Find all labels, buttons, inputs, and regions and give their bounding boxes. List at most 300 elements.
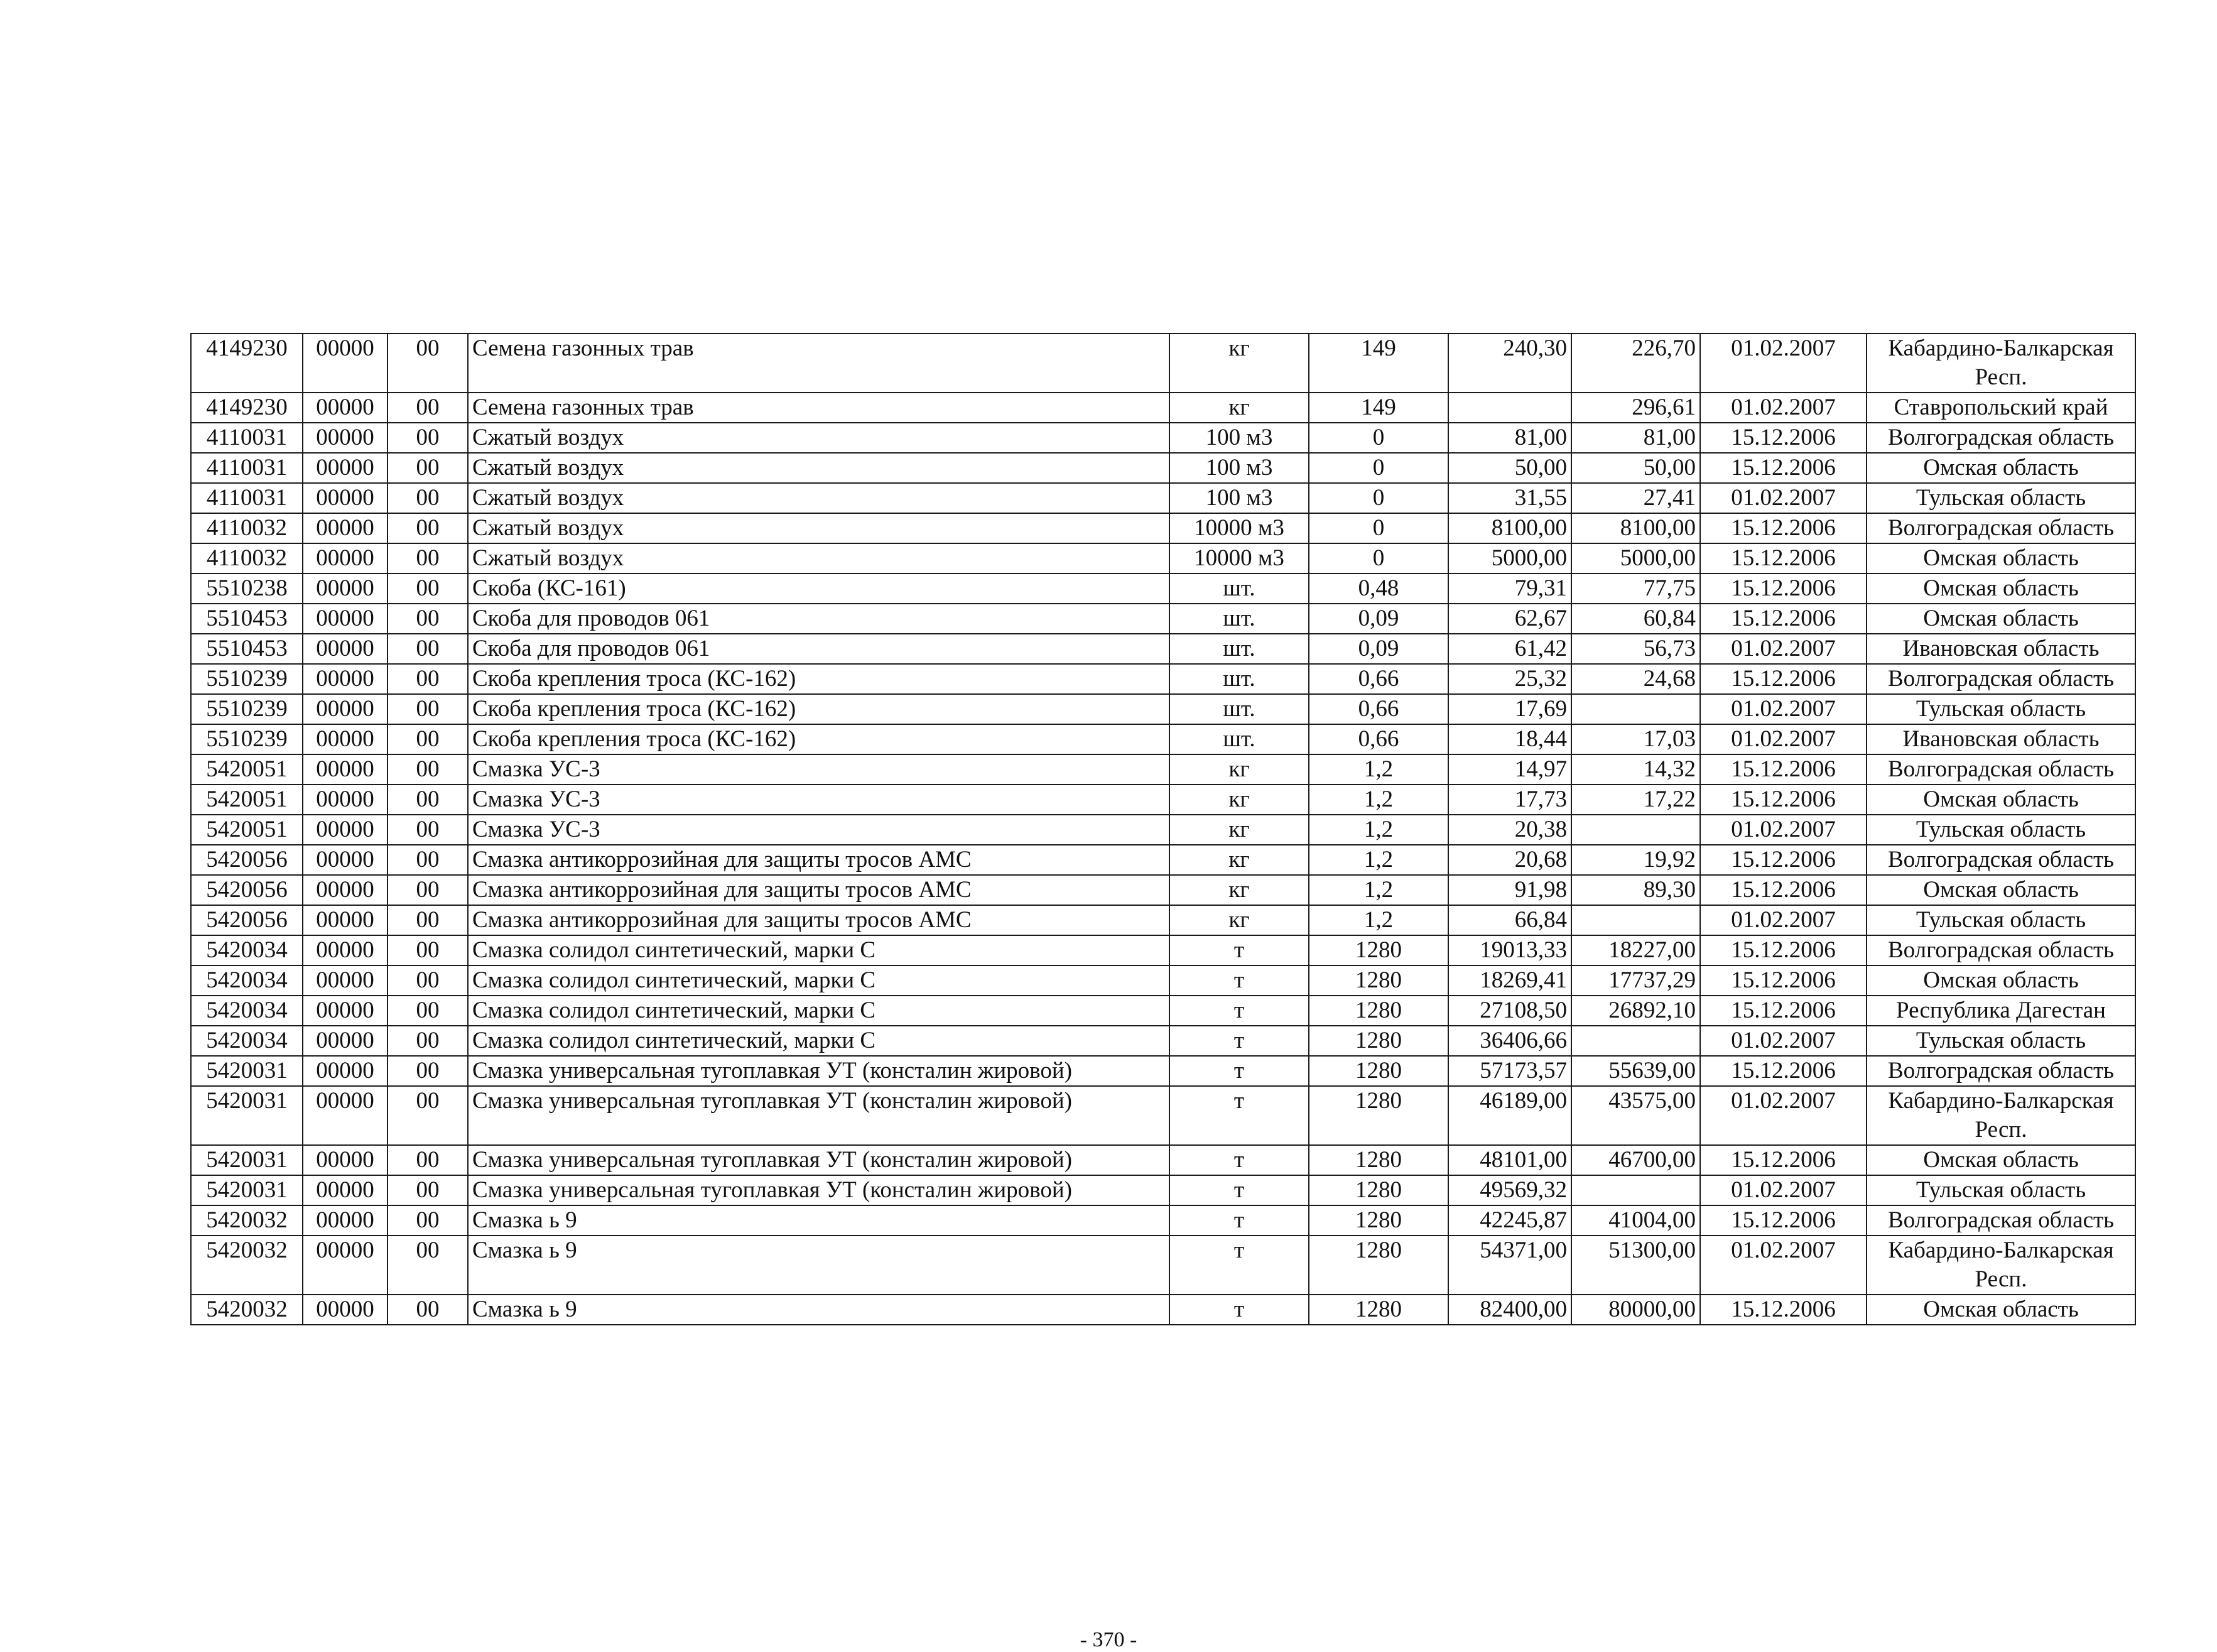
item-name-cell: Смазка солидол синтетический, марки С xyxy=(468,1026,1169,1056)
price-date-cell: 01.02.2007 xyxy=(1700,634,1867,664)
group-code-cell: 00 xyxy=(388,334,468,393)
item-code-cell: 5420031 xyxy=(191,1056,303,1086)
table-row xyxy=(191,996,2135,1026)
region-name-cell: Омская область xyxy=(1867,1295,2135,1325)
sub-code-cell: 00000 xyxy=(303,1205,388,1236)
group-code-cell: 00 xyxy=(388,724,468,754)
sub-code-cell: 00000 xyxy=(303,845,388,875)
item-code-cell: 5420051 xyxy=(191,785,303,815)
price-with-vat-cell: 66,84 xyxy=(1448,905,1571,935)
item-code-cell: 4110031 xyxy=(191,423,303,453)
table-row xyxy=(191,393,2135,423)
table-row xyxy=(191,334,2135,393)
sub-code-cell: 00000 xyxy=(303,1086,388,1145)
group-code-cell: 00 xyxy=(388,1145,468,1175)
price-with-vat-cell: 91,98 xyxy=(1448,875,1571,905)
coefficient-cell: 0,48 xyxy=(1309,573,1448,604)
sub-code-cell: 00000 xyxy=(303,724,388,754)
item-code-cell: 5420032 xyxy=(191,1205,303,1236)
item-name-cell: Скоба (КС-161) xyxy=(468,573,1169,604)
sub-code-cell: 00000 xyxy=(303,1145,388,1175)
coefficient-cell: 1280 xyxy=(1309,1205,1448,1236)
sub-code-cell: 00000 xyxy=(303,1056,388,1086)
unit-of-measure-cell: шт. xyxy=(1169,724,1309,754)
price-without-vat-cell: 41004,00 xyxy=(1571,1205,1700,1236)
table-row xyxy=(191,634,2135,664)
table-row xyxy=(191,604,2135,634)
sub-code-cell: 00000 xyxy=(303,935,388,965)
region-name-cell: Тульская область xyxy=(1867,905,2135,935)
item-code-cell: 5510239 xyxy=(191,694,303,724)
region-name-cell: Омская область xyxy=(1867,604,2135,634)
group-code-cell: 00 xyxy=(388,905,468,935)
price-without-vat-cell: 24,68 xyxy=(1571,664,1700,694)
price-without-vat-cell: 17,03 xyxy=(1571,724,1700,754)
sub-code-cell: 00000 xyxy=(303,1175,388,1205)
table-body xyxy=(191,334,2135,1325)
price-without-vat-cell: 51300,00 xyxy=(1571,1236,1700,1295)
unit-of-measure-cell: 10000 м3 xyxy=(1169,513,1309,543)
unit-of-measure-cell: 100 м3 xyxy=(1169,483,1309,513)
unit-of-measure-cell: т xyxy=(1169,1175,1309,1205)
table-row xyxy=(191,573,2135,604)
coefficient-cell: 0,09 xyxy=(1309,634,1448,664)
price-date-cell: 15.12.2006 xyxy=(1700,664,1867,694)
item-code-cell: 5420051 xyxy=(191,815,303,845)
sub-code-cell: 00000 xyxy=(303,996,388,1026)
sub-code-cell: 00000 xyxy=(303,785,388,815)
sub-code-cell: 00000 xyxy=(303,604,388,634)
region-name-cell: Омская область xyxy=(1867,875,2135,905)
item-name-cell: Смазка солидол синтетический, марки С xyxy=(468,965,1169,996)
item-code-cell: 5420056 xyxy=(191,845,303,875)
table-row xyxy=(191,694,2135,724)
table-row xyxy=(191,1205,2135,1236)
item-code-cell: 4110031 xyxy=(191,453,303,483)
group-code-cell: 00 xyxy=(388,483,468,513)
coefficient-cell: 1280 xyxy=(1309,965,1448,996)
table-row xyxy=(191,483,2135,513)
price-date-cell: 01.02.2007 xyxy=(1700,393,1867,423)
region-name-cell: Кабардино-Балкарская Респ. xyxy=(1867,1236,2135,1295)
price-with-vat-cell: 62,67 xyxy=(1448,604,1571,634)
price-date-cell: 15.12.2006 xyxy=(1700,996,1867,1026)
item-name-cell: Скоба для проводов 061 xyxy=(468,634,1169,664)
sub-code-cell: 00000 xyxy=(303,334,388,393)
item-code-cell: 5420031 xyxy=(191,1145,303,1175)
group-code-cell: 00 xyxy=(388,1175,468,1205)
coefficient-cell: 0,66 xyxy=(1309,724,1448,754)
price-without-vat-cell: 77,75 xyxy=(1571,573,1700,604)
table-row xyxy=(191,724,2135,754)
group-code-cell: 00 xyxy=(388,423,468,453)
price-without-vat-cell xyxy=(1571,815,1700,845)
table-row xyxy=(191,965,2135,996)
item-name-cell: Смазка солидол синтетический, марки С xyxy=(468,935,1169,965)
table-row xyxy=(191,543,2135,573)
price-without-vat-cell: 17,22 xyxy=(1571,785,1700,815)
unit-of-measure-cell: кг xyxy=(1169,845,1309,875)
item-name-cell: Сжатый воздух xyxy=(468,423,1169,453)
price-without-vat-cell: 81,00 xyxy=(1571,423,1700,453)
item-code-cell: 4149230 xyxy=(191,393,303,423)
coefficient-cell: 1280 xyxy=(1309,1056,1448,1086)
unit-of-measure-cell: 100 м3 xyxy=(1169,423,1309,453)
region-name-cell: Тульская область xyxy=(1867,483,2135,513)
unit-of-measure-cell: шт. xyxy=(1169,634,1309,664)
price-date-cell: 15.12.2006 xyxy=(1700,453,1867,483)
unit-of-measure-cell: кг xyxy=(1169,815,1309,845)
table-row xyxy=(191,513,2135,543)
price-with-vat-cell: 19013,33 xyxy=(1448,935,1571,965)
price-date-cell: 01.02.2007 xyxy=(1700,1086,1867,1145)
price-table xyxy=(190,333,2136,1325)
price-without-vat-cell: 14,32 xyxy=(1571,754,1700,785)
region-name-cell: Волгоградская область xyxy=(1867,754,2135,785)
coefficient-cell: 1280 xyxy=(1309,1026,1448,1056)
region-name-cell: Ивановская область xyxy=(1867,634,2135,664)
region-name-cell: Тульская область xyxy=(1867,1175,2135,1205)
price-without-vat-cell: 18227,00 xyxy=(1571,935,1700,965)
coefficient-cell: 1280 xyxy=(1309,1295,1448,1325)
price-with-vat-cell: 81,00 xyxy=(1448,423,1571,453)
sub-code-cell: 00000 xyxy=(303,664,388,694)
unit-of-measure-cell: кг xyxy=(1169,754,1309,785)
unit-of-measure-cell: кг xyxy=(1169,785,1309,815)
group-code-cell: 00 xyxy=(388,543,468,573)
coefficient-cell: 149 xyxy=(1309,393,1448,423)
region-name-cell: Волгоградская область xyxy=(1867,845,2135,875)
price-with-vat-cell: 54371,00 xyxy=(1448,1236,1571,1295)
item-code-cell: 5510238 xyxy=(191,573,303,604)
group-code-cell: 00 xyxy=(388,875,468,905)
price-date-cell: 01.02.2007 xyxy=(1700,724,1867,754)
item-name-cell: Смазка ь 9 xyxy=(468,1236,1169,1295)
coefficient-cell: 1280 xyxy=(1309,1145,1448,1175)
region-name-cell: Омская область xyxy=(1867,785,2135,815)
unit-of-measure-cell: кг xyxy=(1169,875,1309,905)
region-name-cell: Ивановская область xyxy=(1867,724,2135,754)
unit-of-measure-cell: шт. xyxy=(1169,694,1309,724)
table-row xyxy=(191,1175,2135,1205)
coefficient-cell: 0,09 xyxy=(1309,604,1448,634)
item-name-cell: Смазка ь 9 xyxy=(468,1295,1169,1325)
group-code-cell: 00 xyxy=(388,935,468,965)
item-code-cell: 5510239 xyxy=(191,664,303,694)
region-name-cell: Республика Дагестан xyxy=(1867,996,2135,1026)
unit-of-measure-cell: т xyxy=(1169,1236,1309,1295)
sub-code-cell: 00000 xyxy=(303,694,388,724)
coefficient-cell: 1280 xyxy=(1309,935,1448,965)
unit-of-measure-cell: 10000 м3 xyxy=(1169,543,1309,573)
sub-code-cell: 00000 xyxy=(303,573,388,604)
price-date-cell: 15.12.2006 xyxy=(1700,513,1867,543)
region-name-cell: Волгоградская область xyxy=(1867,1056,2135,1086)
price-date-cell: 01.02.2007 xyxy=(1700,1236,1867,1295)
group-code-cell: 00 xyxy=(388,815,468,845)
table-row xyxy=(191,1026,2135,1056)
sub-code-cell: 00000 xyxy=(303,1295,388,1325)
item-name-cell: Смазка антикоррозийная для защиты тросов АМС xyxy=(468,845,1169,875)
price-with-vat-cell: 20,68 xyxy=(1448,845,1571,875)
unit-of-measure-cell: кг xyxy=(1169,334,1309,393)
price-date-cell: 15.12.2006 xyxy=(1700,604,1867,634)
price-date-cell: 15.12.2006 xyxy=(1700,965,1867,996)
item-name-cell: Смазка УС-3 xyxy=(468,785,1169,815)
region-name-cell: Волгоградская область xyxy=(1867,423,2135,453)
group-code-cell: 00 xyxy=(388,845,468,875)
item-name-cell: Сжатый воздух xyxy=(468,483,1169,513)
price-without-vat-cell: 55639,00 xyxy=(1571,1056,1700,1086)
unit-of-measure-cell: т xyxy=(1169,1145,1309,1175)
price-with-vat-cell: 27108,50 xyxy=(1448,996,1571,1026)
item-code-cell: 5420056 xyxy=(191,875,303,905)
table-row xyxy=(191,845,2135,875)
coefficient-cell: 1,2 xyxy=(1309,905,1448,935)
price-date-cell: 15.12.2006 xyxy=(1700,875,1867,905)
item-code-cell: 5420034 xyxy=(191,996,303,1026)
item-name-cell: Семена газонных трав xyxy=(468,334,1169,393)
group-code-cell: 00 xyxy=(388,754,468,785)
coefficient-cell: 1,2 xyxy=(1309,754,1448,785)
price-without-vat-cell: 5000,00 xyxy=(1571,543,1700,573)
coefficient-cell: 1280 xyxy=(1309,996,1448,1026)
region-name-cell: Волгоградская область xyxy=(1867,664,2135,694)
group-code-cell: 00 xyxy=(388,1295,468,1325)
unit-of-measure-cell: 100 м3 xyxy=(1169,453,1309,483)
table-row xyxy=(191,1295,2135,1325)
price-with-vat-cell: 8100,00 xyxy=(1448,513,1571,543)
region-name-cell: Волгоградская область xyxy=(1867,1205,2135,1236)
unit-of-measure-cell: т xyxy=(1169,1056,1309,1086)
price-date-cell: 15.12.2006 xyxy=(1700,573,1867,604)
item-name-cell: Сжатый воздух xyxy=(468,543,1169,573)
item-name-cell: Сжатый воздух xyxy=(468,513,1169,543)
price-with-vat-cell: 17,73 xyxy=(1448,785,1571,815)
price-with-vat-cell: 18,44 xyxy=(1448,724,1571,754)
sub-code-cell: 00000 xyxy=(303,905,388,935)
table-row xyxy=(191,453,2135,483)
price-with-vat-cell: 46189,00 xyxy=(1448,1086,1571,1145)
group-code-cell: 00 xyxy=(388,1026,468,1056)
item-name-cell: Смазка УС-3 xyxy=(468,815,1169,845)
region-name-cell: Тульская область xyxy=(1867,815,2135,845)
unit-of-measure-cell: т xyxy=(1169,1086,1309,1145)
item-name-cell: Смазка универсальная тугоплавкая УТ (консталин жировой) xyxy=(468,1056,1169,1086)
price-with-vat-cell: 50,00 xyxy=(1448,453,1571,483)
sub-code-cell: 00000 xyxy=(303,875,388,905)
price-without-vat-cell: 50,00 xyxy=(1571,453,1700,483)
sub-code-cell: 00000 xyxy=(303,483,388,513)
table-row xyxy=(191,754,2135,785)
sub-code-cell: 00000 xyxy=(303,393,388,423)
item-code-cell: 5510453 xyxy=(191,604,303,634)
item-code-cell: 5420031 xyxy=(191,1086,303,1145)
price-date-cell: 01.02.2007 xyxy=(1700,905,1867,935)
table-row xyxy=(191,935,2135,965)
price-with-vat-cell: 82400,00 xyxy=(1448,1295,1571,1325)
region-name-cell: Кабардино-Балкарская Респ. xyxy=(1867,334,2135,393)
coefficient-cell: 0,66 xyxy=(1309,694,1448,724)
price-with-vat-cell: 20,38 xyxy=(1448,815,1571,845)
unit-of-measure-cell: кг xyxy=(1169,905,1309,935)
table-row xyxy=(191,1056,2135,1086)
unit-of-measure-cell: т xyxy=(1169,1295,1309,1325)
unit-of-measure-cell: т xyxy=(1169,996,1309,1026)
price-date-cell: 15.12.2006 xyxy=(1700,1295,1867,1325)
item-code-cell: 5420051 xyxy=(191,754,303,785)
price-with-vat-cell: 5000,00 xyxy=(1448,543,1571,573)
group-code-cell: 00 xyxy=(388,513,468,543)
unit-of-measure-cell: кг xyxy=(1169,393,1309,423)
coefficient-cell: 1280 xyxy=(1309,1086,1448,1145)
item-code-cell: 4110032 xyxy=(191,543,303,573)
sub-code-cell: 00000 xyxy=(303,1026,388,1056)
price-with-vat-cell xyxy=(1448,393,1571,423)
item-name-cell: Смазка УС-3 xyxy=(468,754,1169,785)
sub-code-cell: 00000 xyxy=(303,513,388,543)
item-name-cell: Смазка ь 9 xyxy=(468,1205,1169,1236)
item-code-cell: 5420032 xyxy=(191,1236,303,1295)
price-without-vat-cell xyxy=(1571,905,1700,935)
coefficient-cell: 1,2 xyxy=(1309,875,1448,905)
price-with-vat-cell: 14,97 xyxy=(1448,754,1571,785)
sub-code-cell: 00000 xyxy=(303,634,388,664)
unit-of-measure-cell: т xyxy=(1169,935,1309,965)
table-row xyxy=(191,1086,2135,1145)
sub-code-cell: 00000 xyxy=(303,423,388,453)
group-code-cell: 00 xyxy=(388,996,468,1026)
coefficient-cell: 0 xyxy=(1309,423,1448,453)
item-name-cell: Скоба крепления троса (КС-162) xyxy=(468,694,1169,724)
price-date-cell: 15.12.2006 xyxy=(1700,754,1867,785)
group-code-cell: 00 xyxy=(388,1056,468,1086)
price-date-cell: 15.12.2006 xyxy=(1700,423,1867,453)
price-without-vat-cell: 43575,00 xyxy=(1571,1086,1700,1145)
price-without-vat-cell xyxy=(1571,694,1700,724)
group-code-cell: 00 xyxy=(388,1205,468,1236)
table-row xyxy=(191,1236,2135,1295)
group-code-cell: 00 xyxy=(388,393,468,423)
coefficient-cell: 0,66 xyxy=(1309,664,1448,694)
region-name-cell: Омская область xyxy=(1867,453,2135,483)
item-name-cell: Сжатый воздух xyxy=(468,453,1169,483)
coefficient-cell: 1280 xyxy=(1309,1175,1448,1205)
unit-of-measure-cell: т xyxy=(1169,1026,1309,1056)
item-code-cell: 5420031 xyxy=(191,1175,303,1205)
unit-of-measure-cell: шт. xyxy=(1169,573,1309,604)
price-without-vat-cell: 226,70 xyxy=(1571,334,1700,393)
group-code-cell: 00 xyxy=(388,634,468,664)
price-without-vat-cell xyxy=(1571,1026,1700,1056)
table-row xyxy=(191,423,2135,453)
sub-code-cell: 00000 xyxy=(303,754,388,785)
price-without-vat-cell: 19,92 xyxy=(1571,845,1700,875)
price-date-cell: 15.12.2006 xyxy=(1700,1056,1867,1086)
item-code-cell: 5420032 xyxy=(191,1295,303,1325)
price-without-vat-cell: 17737,29 xyxy=(1571,965,1700,996)
item-name-cell: Смазка универсальная тугоплавкая УТ (консталин жировой) xyxy=(468,1145,1169,1175)
price-with-vat-cell: 31,55 xyxy=(1448,483,1571,513)
coefficient-cell: 1280 xyxy=(1309,1236,1448,1295)
region-name-cell: Омская область xyxy=(1867,543,2135,573)
table-row xyxy=(191,875,2135,905)
region-name-cell: Омская область xyxy=(1867,573,2135,604)
price-date-cell: 01.02.2007 xyxy=(1700,815,1867,845)
price-without-vat-cell: 296,61 xyxy=(1571,393,1700,423)
group-code-cell: 00 xyxy=(388,453,468,483)
price-date-cell: 01.02.2007 xyxy=(1700,334,1867,393)
price-with-vat-cell: 61,42 xyxy=(1448,634,1571,664)
price-with-vat-cell: 57173,57 xyxy=(1448,1056,1571,1086)
coefficient-cell: 0 xyxy=(1309,453,1448,483)
group-code-cell: 00 xyxy=(388,573,468,604)
price-date-cell: 01.02.2007 xyxy=(1700,1175,1867,1205)
group-code-cell: 00 xyxy=(388,1236,468,1295)
price-without-vat-cell: 80000,00 xyxy=(1571,1295,1700,1325)
price-without-vat-cell: 26892,10 xyxy=(1571,996,1700,1026)
coefficient-cell: 0 xyxy=(1309,513,1448,543)
region-name-cell: Тульская область xyxy=(1867,694,2135,724)
region-name-cell: Ставропольский край xyxy=(1867,393,2135,423)
price-date-cell: 15.12.2006 xyxy=(1700,935,1867,965)
coefficient-cell: 0 xyxy=(1309,543,1448,573)
sub-code-cell: 00000 xyxy=(303,815,388,845)
price-without-vat-cell: 89,30 xyxy=(1571,875,1700,905)
item-name-cell: Смазка антикоррозийная для защиты тросов АМС xyxy=(468,875,1169,905)
unit-of-measure-cell: шт. xyxy=(1169,604,1309,634)
item-code-cell: 5510453 xyxy=(191,634,303,664)
price-with-vat-cell: 36406,66 xyxy=(1448,1026,1571,1056)
item-name-cell: Смазка антикоррозийная для защиты тросов АМС xyxy=(468,905,1169,935)
group-code-cell: 00 xyxy=(388,1086,468,1145)
region-name-cell: Омская область xyxy=(1867,965,2135,996)
unit-of-measure-cell: шт. xyxy=(1169,664,1309,694)
group-code-cell: 00 xyxy=(388,965,468,996)
table-row xyxy=(191,815,2135,845)
price-without-vat-cell: 56,73 xyxy=(1571,634,1700,664)
price-with-vat-cell: 79,31 xyxy=(1448,573,1571,604)
table-row xyxy=(191,785,2135,815)
price-date-cell: 15.12.2006 xyxy=(1700,845,1867,875)
sub-code-cell: 00000 xyxy=(303,453,388,483)
item-code-cell: 4110032 xyxy=(191,513,303,543)
table-row xyxy=(191,664,2135,694)
item-code-cell: 5420034 xyxy=(191,935,303,965)
price-without-vat-cell: 8100,00 xyxy=(1571,513,1700,543)
price-with-vat-cell: 18269,41 xyxy=(1448,965,1571,996)
price-date-cell: 15.12.2006 xyxy=(1700,1205,1867,1236)
price-without-vat-cell: 27,41 xyxy=(1571,483,1700,513)
sub-code-cell: 00000 xyxy=(303,965,388,996)
item-code-cell: 5420034 xyxy=(191,965,303,996)
item-code-cell: 5510239 xyxy=(191,724,303,754)
page-number: - 370 - xyxy=(1080,1628,1137,1651)
price-with-vat-cell: 17,69 xyxy=(1448,694,1571,724)
price-with-vat-cell: 49569,32 xyxy=(1448,1175,1571,1205)
table-row xyxy=(191,905,2135,935)
price-date-cell: 01.02.2007 xyxy=(1700,483,1867,513)
price-without-vat-cell: 46700,00 xyxy=(1571,1145,1700,1175)
coefficient-cell: 1,2 xyxy=(1309,815,1448,845)
region-name-cell: Волгоградская область xyxy=(1867,513,2135,543)
price-date-cell: 15.12.2006 xyxy=(1700,543,1867,573)
group-code-cell: 00 xyxy=(388,694,468,724)
item-name-cell: Смазка солидол синтетический, марки С xyxy=(468,996,1169,1026)
price-date-cell: 01.02.2007 xyxy=(1700,694,1867,724)
sub-code-cell: 00000 xyxy=(303,1236,388,1295)
item-name-cell: Смазка универсальная тугоплавкая УТ (консталин жировой) xyxy=(468,1086,1169,1145)
